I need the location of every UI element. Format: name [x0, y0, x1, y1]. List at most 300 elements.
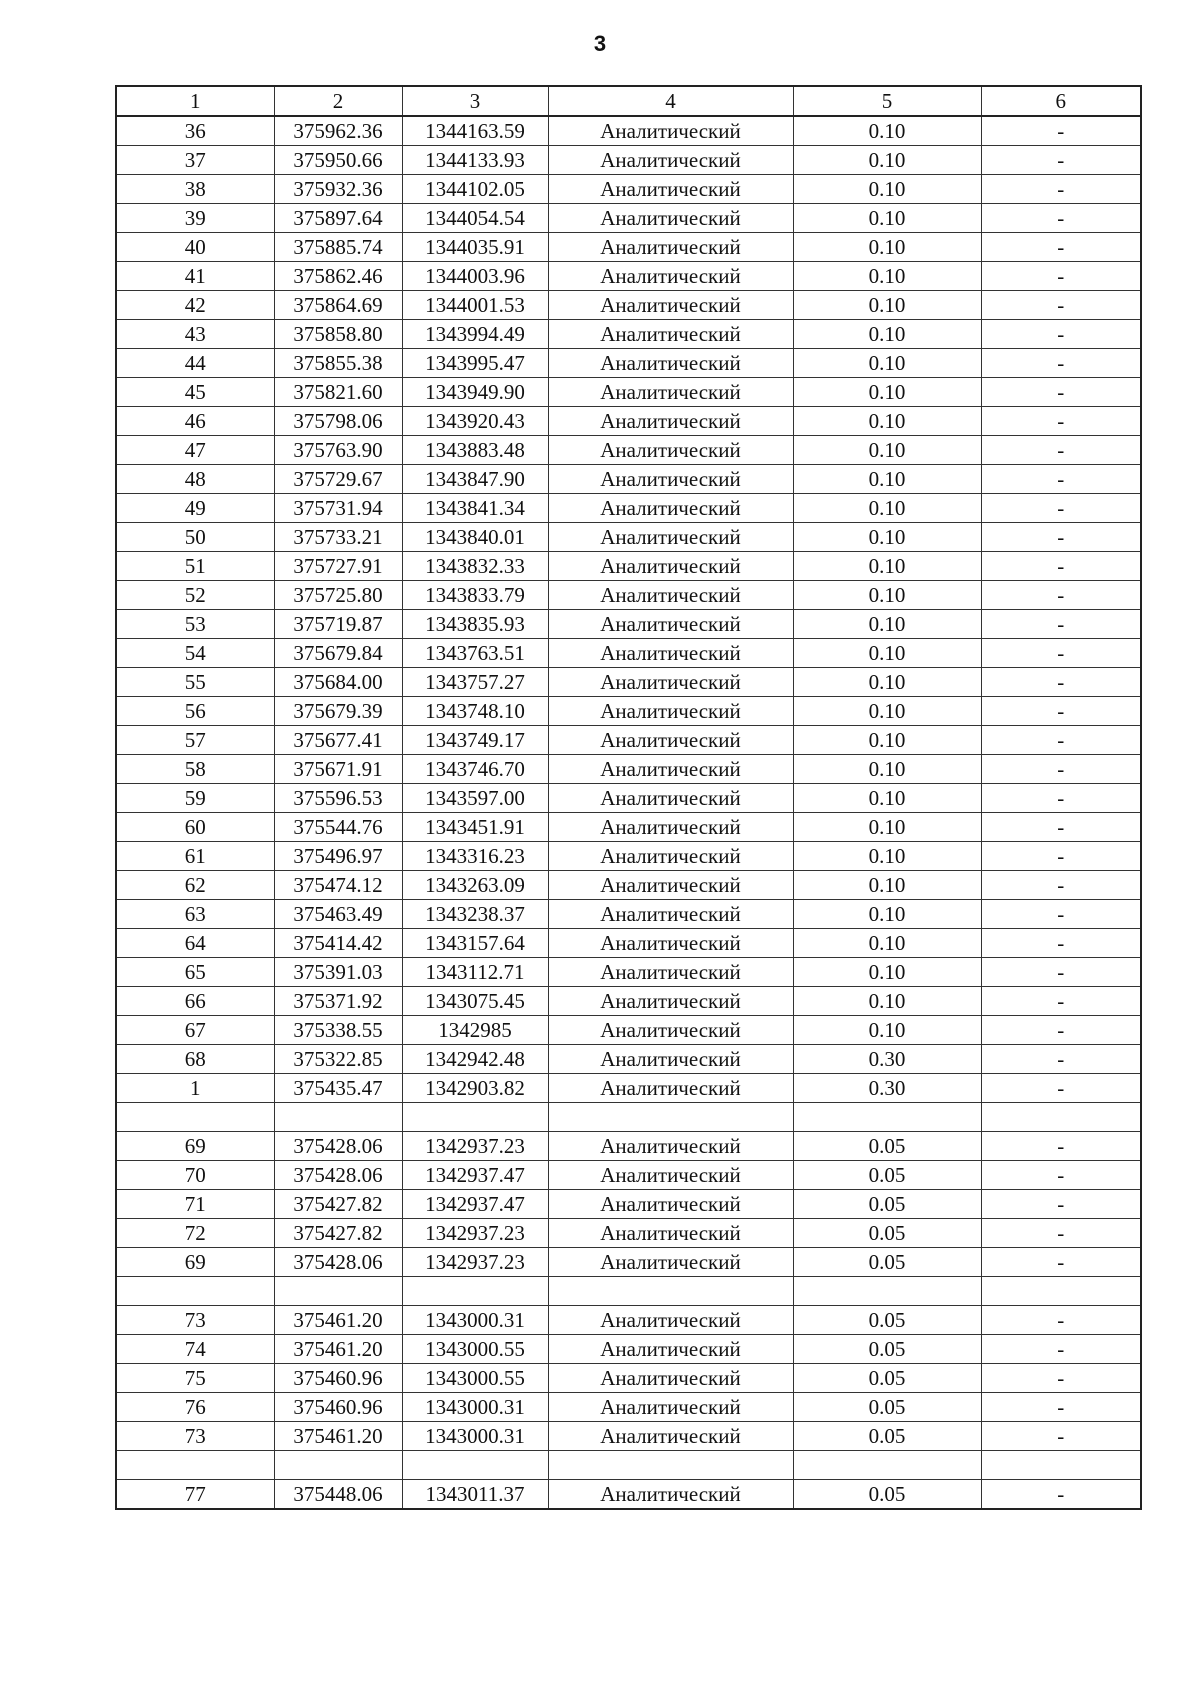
x-coordinate-cell: 375932.36 — [274, 175, 402, 204]
x-coordinate-cell: 375729.67 — [274, 465, 402, 494]
note-cell — [981, 1277, 1141, 1306]
y-coordinate-cell: 1343011.37 — [402, 1480, 548, 1510]
x-coordinate-cell: 375727.91 — [274, 552, 402, 581]
y-coordinate-cell: 1343157.64 — [402, 929, 548, 958]
table-row — [116, 291, 1141, 320]
table-row — [116, 610, 1141, 639]
table-row — [116, 1161, 1141, 1190]
note-cell: - — [981, 726, 1141, 755]
method-cell: Аналитический — [548, 407, 793, 436]
table-row — [116, 116, 1141, 146]
x-coordinate-cell: 375862.46 — [274, 262, 402, 291]
table-row — [116, 1480, 1141, 1510]
table-row — [116, 1248, 1141, 1277]
table-row — [116, 552, 1141, 581]
note-cell: - — [981, 842, 1141, 871]
accuracy-cell: 0.10 — [793, 813, 981, 842]
method-cell — [548, 1451, 793, 1480]
x-coordinate-cell: 375897.64 — [274, 204, 402, 233]
accuracy-cell: 0.10 — [793, 697, 981, 726]
table-row — [116, 1306, 1141, 1335]
y-coordinate-cell: 1343000.31 — [402, 1422, 548, 1451]
accuracy-cell: 0.10 — [793, 668, 981, 697]
table-row — [116, 1132, 1141, 1161]
method-cell: Аналитический — [548, 1016, 793, 1045]
x-coordinate-cell: 375962.36 — [274, 116, 402, 146]
accuracy-cell: 0.10 — [793, 552, 981, 581]
accuracy-cell: 0.10 — [793, 494, 981, 523]
accuracy-cell: 0.05 — [793, 1248, 981, 1277]
y-coordinate-cell: 1342937.47 — [402, 1190, 548, 1219]
accuracy-cell: 0.10 — [793, 465, 981, 494]
column-header-2: 2 — [274, 86, 402, 116]
point-number-cell: 64 — [116, 929, 274, 958]
x-coordinate-cell: 375428.06 — [274, 1132, 402, 1161]
table-row — [116, 639, 1141, 668]
column-header-6: 6 — [981, 86, 1141, 116]
accuracy-cell: 0.05 — [793, 1190, 981, 1219]
accuracy-cell: 0.05 — [793, 1335, 981, 1364]
table-row — [116, 726, 1141, 755]
table-row — [116, 581, 1141, 610]
table-row — [116, 146, 1141, 175]
method-cell: Аналитический — [548, 233, 793, 262]
x-coordinate-cell: 375596.53 — [274, 784, 402, 813]
table-row — [116, 697, 1141, 726]
method-cell: Аналитический — [548, 1422, 793, 1451]
method-cell: Аналитический — [548, 929, 793, 958]
note-cell: - — [981, 407, 1141, 436]
point-number-cell: 37 — [116, 146, 274, 175]
y-coordinate-cell: 1342903.82 — [402, 1074, 548, 1103]
method-cell: Аналитический — [548, 116, 793, 146]
note-cell: - — [981, 900, 1141, 929]
y-coordinate-cell: 1342942.48 — [402, 1045, 548, 1074]
point-number-cell: 45 — [116, 378, 274, 407]
accuracy-cell: 0.10 — [793, 987, 981, 1016]
note-cell: - — [981, 1016, 1141, 1045]
y-coordinate-cell: 1343949.90 — [402, 378, 548, 407]
accuracy-cell: 0.10 — [793, 610, 981, 639]
y-coordinate-cell: 1344035.91 — [402, 233, 548, 262]
note-cell: - — [981, 871, 1141, 900]
table-row — [116, 987, 1141, 1016]
method-cell: Аналитический — [548, 494, 793, 523]
table-row — [116, 349, 1141, 378]
accuracy-cell: 0.10 — [793, 233, 981, 262]
method-cell: Аналитический — [548, 1364, 793, 1393]
y-coordinate-cell — [402, 1451, 548, 1480]
note-cell: - — [981, 523, 1141, 552]
y-coordinate-cell: 1342937.23 — [402, 1248, 548, 1277]
note-cell: - — [981, 146, 1141, 175]
accuracy-cell: 0.10 — [793, 929, 981, 958]
table-row — [116, 668, 1141, 697]
table-row — [116, 1422, 1141, 1451]
method-cell: Аналитический — [548, 1045, 793, 1074]
x-coordinate-cell: 375461.20 — [274, 1422, 402, 1451]
y-coordinate-cell: 1343316.23 — [402, 842, 548, 871]
note-cell: - — [981, 1161, 1141, 1190]
note-cell: - — [981, 1190, 1141, 1219]
accuracy-cell: 0.10 — [793, 262, 981, 291]
accuracy-cell: 0.10 — [793, 900, 981, 929]
point-number-cell: 51 — [116, 552, 274, 581]
y-coordinate-cell: 1344163.59 — [402, 116, 548, 146]
point-number-cell: 57 — [116, 726, 274, 755]
point-number-cell: 60 — [116, 813, 274, 842]
point-number-cell: 73 — [116, 1422, 274, 1451]
table-row — [116, 233, 1141, 262]
method-cell: Аналитический — [548, 1480, 793, 1510]
method-cell: Аналитический — [548, 320, 793, 349]
x-coordinate-cell — [274, 1451, 402, 1480]
y-coordinate-cell: 1342937.23 — [402, 1219, 548, 1248]
point-number-cell: 50 — [116, 523, 274, 552]
point-number-cell: 36 — [116, 116, 274, 146]
x-coordinate-cell: 375461.20 — [274, 1306, 402, 1335]
point-number-cell — [116, 1103, 274, 1132]
note-cell: - — [981, 175, 1141, 204]
x-coordinate-cell: 375435.47 — [274, 1074, 402, 1103]
accuracy-cell: 0.10 — [793, 349, 981, 378]
method-cell: Аналитический — [548, 1161, 793, 1190]
note-cell: - — [981, 1480, 1141, 1510]
point-number-cell: 69 — [116, 1132, 274, 1161]
method-cell: Аналитический — [548, 610, 793, 639]
accuracy-cell: 0.10 — [793, 320, 981, 349]
table-header — [116, 86, 1141, 116]
y-coordinate-cell: 1344003.96 — [402, 262, 548, 291]
table-row — [116, 813, 1141, 842]
table-row — [116, 378, 1141, 407]
method-cell: Аналитический — [548, 204, 793, 233]
y-coordinate-cell: 1343746.70 — [402, 755, 548, 784]
y-coordinate-cell: 1343749.17 — [402, 726, 548, 755]
note-cell: - — [981, 1393, 1141, 1422]
point-number-cell: 74 — [116, 1335, 274, 1364]
method-cell: Аналитический — [548, 175, 793, 204]
point-number-cell: 68 — [116, 1045, 274, 1074]
method-cell: Аналитический — [548, 465, 793, 494]
point-number-cell: 42 — [116, 291, 274, 320]
y-coordinate-cell: 1344001.53 — [402, 291, 548, 320]
table-row — [116, 1219, 1141, 1248]
y-coordinate-cell: 1343263.09 — [402, 871, 548, 900]
point-number-cell: 70 — [116, 1161, 274, 1190]
table-row — [116, 784, 1141, 813]
y-coordinate-cell: 1343238.37 — [402, 900, 548, 929]
x-coordinate-cell: 375338.55 — [274, 1016, 402, 1045]
note-cell: - — [981, 813, 1141, 842]
method-cell: Аналитический — [548, 1219, 793, 1248]
note-cell: - — [981, 929, 1141, 958]
point-number-cell: 49 — [116, 494, 274, 523]
accuracy-cell: 0.10 — [793, 1016, 981, 1045]
point-number-cell: 39 — [116, 204, 274, 233]
note-cell: - — [981, 204, 1141, 233]
x-coordinate-cell: 375725.80 — [274, 581, 402, 610]
point-number-cell — [116, 1451, 274, 1480]
method-cell: Аналитический — [548, 378, 793, 407]
coordinates-table — [115, 85, 1142, 1510]
point-number-cell: 52 — [116, 581, 274, 610]
y-coordinate-cell: 1343920.43 — [402, 407, 548, 436]
point-number-cell: 66 — [116, 987, 274, 1016]
accuracy-cell: 0.10 — [793, 639, 981, 668]
y-coordinate-cell: 1343847.90 — [402, 465, 548, 494]
point-number-cell: 1 — [116, 1074, 274, 1103]
method-cell: Аналитический — [548, 1248, 793, 1277]
table-row — [116, 1190, 1141, 1219]
x-coordinate-cell: 375371.92 — [274, 987, 402, 1016]
note-cell: - — [981, 465, 1141, 494]
x-coordinate-cell: 375463.49 — [274, 900, 402, 929]
point-number-cell — [116, 1277, 274, 1306]
note-cell: - — [981, 1132, 1141, 1161]
point-number-cell: 46 — [116, 407, 274, 436]
x-coordinate-cell: 375885.74 — [274, 233, 402, 262]
accuracy-cell: 0.05 — [793, 1219, 981, 1248]
accuracy-cell: 0.10 — [793, 871, 981, 900]
x-coordinate-cell: 375671.91 — [274, 755, 402, 784]
accuracy-cell: 0.05 — [793, 1422, 981, 1451]
table-row — [116, 1364, 1141, 1393]
point-number-cell: 65 — [116, 958, 274, 987]
table-row — [116, 1277, 1141, 1306]
accuracy-cell: 0.10 — [793, 436, 981, 465]
y-coordinate-cell: 1343000.31 — [402, 1306, 548, 1335]
y-coordinate-cell: 1342937.23 — [402, 1132, 548, 1161]
x-coordinate-cell: 375719.87 — [274, 610, 402, 639]
y-coordinate-cell: 1344054.54 — [402, 204, 548, 233]
method-cell — [548, 1103, 793, 1132]
accuracy-cell: 0.10 — [793, 755, 981, 784]
table-row — [116, 523, 1141, 552]
accuracy-cell: 0.10 — [793, 523, 981, 552]
x-coordinate-cell: 375428.06 — [274, 1248, 402, 1277]
method-cell: Аналитический — [548, 1306, 793, 1335]
x-coordinate-cell: 375763.90 — [274, 436, 402, 465]
table-row — [116, 494, 1141, 523]
note-cell: - — [981, 378, 1141, 407]
method-cell: Аналитический — [548, 697, 793, 726]
table-row — [116, 262, 1141, 291]
method-cell: Аналитический — [548, 523, 793, 552]
method-cell: Аналитический — [548, 987, 793, 1016]
note-cell: - — [981, 1335, 1141, 1364]
note-cell: - — [981, 581, 1141, 610]
point-number-cell: 75 — [116, 1364, 274, 1393]
y-coordinate-cell: 1343075.45 — [402, 987, 548, 1016]
x-coordinate-cell: 375322.85 — [274, 1045, 402, 1074]
y-coordinate-cell: 1342985 — [402, 1016, 548, 1045]
y-coordinate-cell: 1342937.47 — [402, 1161, 548, 1190]
note-cell: - — [981, 320, 1141, 349]
x-coordinate-cell: 375677.41 — [274, 726, 402, 755]
method-cell: Аналитический — [548, 349, 793, 378]
table-row — [116, 1451, 1141, 1480]
point-number-cell: 38 — [116, 175, 274, 204]
method-cell: Аналитический — [548, 784, 793, 813]
note-cell: - — [981, 755, 1141, 784]
table-row — [116, 1393, 1141, 1422]
note-cell: - — [981, 1364, 1141, 1393]
note-cell: - — [981, 1219, 1141, 1248]
x-coordinate-cell: 375864.69 — [274, 291, 402, 320]
x-coordinate-cell: 375428.06 — [274, 1161, 402, 1190]
note-cell: - — [981, 697, 1141, 726]
accuracy-cell: 0.05 — [793, 1132, 981, 1161]
method-cell: Аналитический — [548, 726, 793, 755]
y-coordinate-cell: 1343451.91 — [402, 813, 548, 842]
table-row — [116, 1103, 1141, 1132]
accuracy-cell: 0.10 — [793, 378, 981, 407]
x-coordinate-cell: 375821.60 — [274, 378, 402, 407]
x-coordinate-cell: 375731.94 — [274, 494, 402, 523]
method-cell: Аналитический — [548, 262, 793, 291]
x-coordinate-cell: 375461.20 — [274, 1335, 402, 1364]
note-cell: - — [981, 116, 1141, 146]
x-coordinate-cell: 375427.82 — [274, 1190, 402, 1219]
y-coordinate-cell — [402, 1103, 548, 1132]
method-cell: Аналитический — [548, 668, 793, 697]
method-cell: Аналитический — [548, 813, 793, 842]
note-cell: - — [981, 668, 1141, 697]
note-cell — [981, 1451, 1141, 1480]
table-row — [116, 204, 1141, 233]
y-coordinate-cell — [402, 1277, 548, 1306]
y-coordinate-cell: 1343597.00 — [402, 784, 548, 813]
accuracy-cell: 0.10 — [793, 842, 981, 871]
column-header-4: 4 — [548, 86, 793, 116]
method-cell: Аналитический — [548, 842, 793, 871]
table-row — [116, 465, 1141, 494]
x-coordinate-cell: 375474.12 — [274, 871, 402, 900]
y-coordinate-cell: 1343832.33 — [402, 552, 548, 581]
point-number-cell: 55 — [116, 668, 274, 697]
point-number-cell: 73 — [116, 1306, 274, 1335]
point-number-cell: 44 — [116, 349, 274, 378]
method-cell: Аналитический — [548, 1132, 793, 1161]
method-cell: Аналитический — [548, 1074, 793, 1103]
table-row — [116, 1016, 1141, 1045]
accuracy-cell — [793, 1451, 981, 1480]
note-cell: - — [981, 1422, 1141, 1451]
y-coordinate-cell: 1343000.31 — [402, 1393, 548, 1422]
column-header-3: 3 — [402, 86, 548, 116]
note-cell: - — [981, 262, 1141, 291]
y-coordinate-cell: 1343748.10 — [402, 697, 548, 726]
method-cell: Аналитический — [548, 1393, 793, 1422]
point-number-cell: 63 — [116, 900, 274, 929]
header-row — [116, 86, 1141, 116]
table-row — [116, 958, 1141, 987]
y-coordinate-cell: 1343841.34 — [402, 494, 548, 523]
page-number: 3 — [593, 31, 607, 56]
method-cell: Аналитический — [548, 146, 793, 175]
method-cell: Аналитический — [548, 581, 793, 610]
note-cell: - — [981, 552, 1141, 581]
x-coordinate-cell: 375679.39 — [274, 697, 402, 726]
point-number-cell: 48 — [116, 465, 274, 494]
method-cell: Аналитический — [548, 871, 793, 900]
y-coordinate-cell: 1343883.48 — [402, 436, 548, 465]
y-coordinate-cell: 1343000.55 — [402, 1335, 548, 1364]
method-cell: Аналитический — [548, 639, 793, 668]
table-row — [116, 407, 1141, 436]
accuracy-cell: 0.10 — [793, 726, 981, 755]
point-number-cell: 76 — [116, 1393, 274, 1422]
note-cell: - — [981, 784, 1141, 813]
table-row — [116, 1045, 1141, 1074]
point-number-cell: 47 — [116, 436, 274, 465]
note-cell: - — [981, 1306, 1141, 1335]
accuracy-cell: 0.10 — [793, 784, 981, 813]
accuracy-cell: 0.30 — [793, 1074, 981, 1103]
table-row — [116, 842, 1141, 871]
x-coordinate-cell: 375684.00 — [274, 668, 402, 697]
y-coordinate-cell: 1343763.51 — [402, 639, 548, 668]
x-coordinate-cell: 375679.84 — [274, 639, 402, 668]
note-cell: - — [981, 349, 1141, 378]
x-coordinate-cell: 375858.80 — [274, 320, 402, 349]
point-number-cell: 56 — [116, 697, 274, 726]
table-row — [116, 175, 1141, 204]
note-cell — [981, 1103, 1141, 1132]
y-coordinate-cell: 1344102.05 — [402, 175, 548, 204]
x-coordinate-cell: 375855.38 — [274, 349, 402, 378]
accuracy-cell: 0.10 — [793, 146, 981, 175]
y-coordinate-cell: 1343840.01 — [402, 523, 548, 552]
x-coordinate-cell: 375414.42 — [274, 929, 402, 958]
method-cell: Аналитический — [548, 291, 793, 320]
x-coordinate-cell: 375798.06 — [274, 407, 402, 436]
method-cell: Аналитический — [548, 900, 793, 929]
accuracy-cell: 0.10 — [793, 116, 981, 146]
point-number-cell: 62 — [116, 871, 274, 900]
y-coordinate-cell: 1343000.55 — [402, 1364, 548, 1393]
column-header-1: 1 — [116, 86, 274, 116]
y-coordinate-cell: 1343757.27 — [402, 668, 548, 697]
table-row — [116, 755, 1141, 784]
method-cell: Аналитический — [548, 1335, 793, 1364]
x-coordinate-cell: 375460.96 — [274, 1393, 402, 1422]
method-cell: Аналитический — [548, 958, 793, 987]
x-coordinate-cell: 375496.97 — [274, 842, 402, 871]
x-coordinate-cell: 375391.03 — [274, 958, 402, 987]
method-cell: Аналитический — [548, 436, 793, 465]
point-number-cell: 69 — [116, 1248, 274, 1277]
y-coordinate-cell: 1343995.47 — [402, 349, 548, 378]
point-number-cell: 71 — [116, 1190, 274, 1219]
y-coordinate-cell: 1343994.49 — [402, 320, 548, 349]
note-cell: - — [981, 494, 1141, 523]
point-number-cell: 53 — [116, 610, 274, 639]
point-number-cell: 61 — [116, 842, 274, 871]
note-cell: - — [981, 291, 1141, 320]
x-coordinate-cell: 375460.96 — [274, 1364, 402, 1393]
table-row — [116, 900, 1141, 929]
accuracy-cell: 0.30 — [793, 1045, 981, 1074]
accuracy-cell: 0.10 — [793, 407, 981, 436]
note-cell: - — [981, 1045, 1141, 1074]
table-row — [116, 1074, 1141, 1103]
table-row — [116, 436, 1141, 465]
point-number-cell: 67 — [116, 1016, 274, 1045]
accuracy-cell — [793, 1277, 981, 1306]
point-number-cell: 40 — [116, 233, 274, 262]
